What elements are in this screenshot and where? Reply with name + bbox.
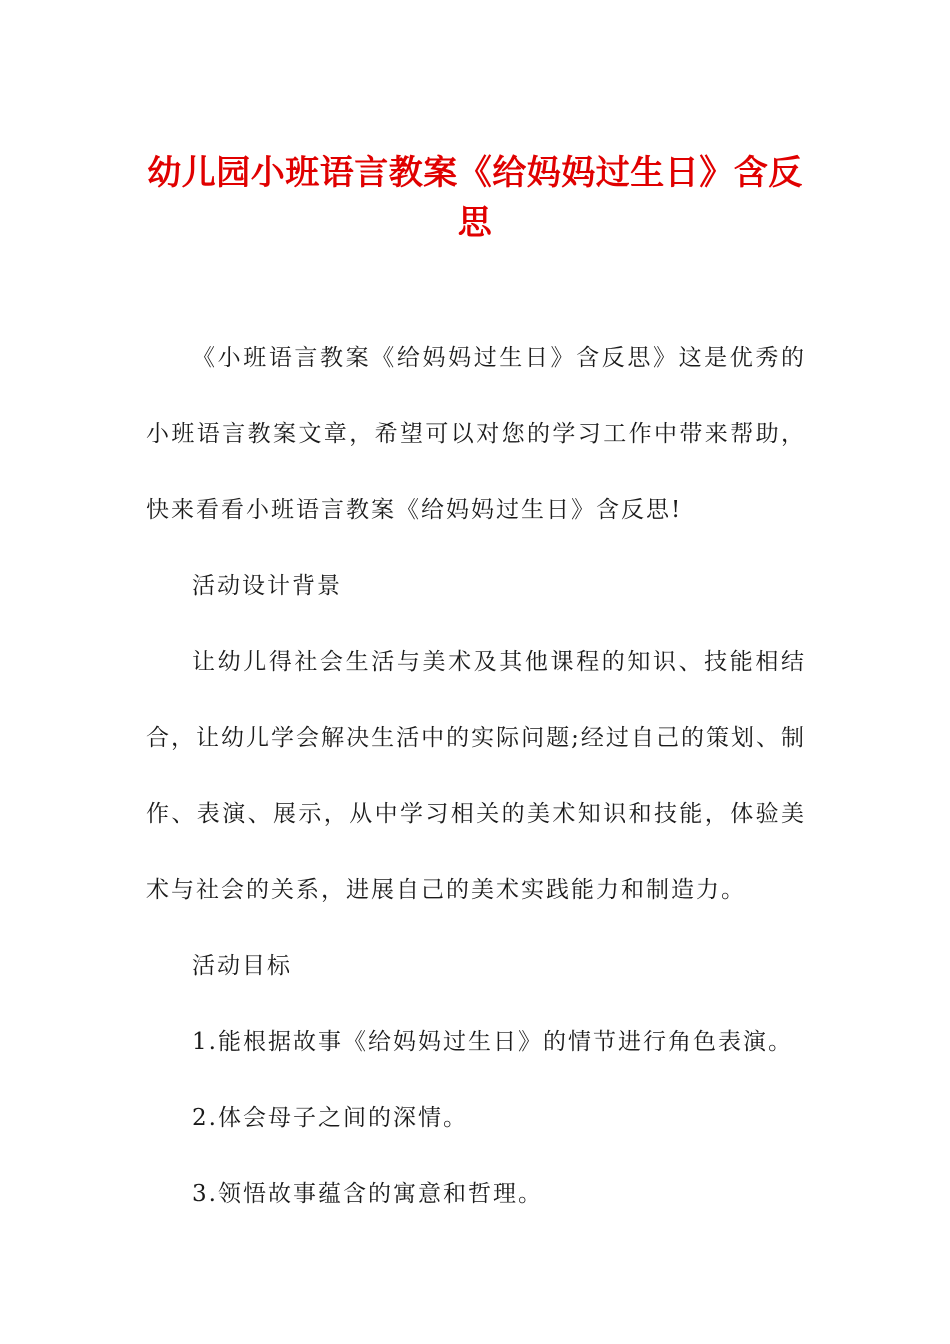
background-paragraph: 让幼儿得社会生活与美术及其他课程的知识、技能相结合，让幼儿学会解决生活中的实际问题;经过自己的策划、制作、表演、展示，从中学习相关的美术知识和技能，体验美术与社会的关系，进展自己的美术实践能力和制造力。	[146, 649, 806, 903]
goal-item-1: 1.能根据故事《给妈妈过生日》的情节进行角色表演。	[192, 1029, 793, 1055]
document-title: 幼儿园小班语言教案《给妈妈过生日》含反思	[147, 153, 803, 243]
section-heading-background: 活动设计背景	[192, 573, 342, 599]
intro-paragraph: 《小班语言教案《给妈妈过生日》含反思》这是优秀的小班语言教案文章，希望可以对您的学习工作中带来帮助，快来看看小班语言教案《给妈妈过生日》含反思!	[146, 345, 806, 523]
goal-item-3: 3.领悟故事蕴含的寓意和哲理。	[192, 1181, 543, 1207]
goal-item-2: 2.体会母子之间的深情。	[192, 1105, 468, 1131]
document-body	[146, 320, 806, 1232]
section-heading-goals: 活动目标	[192, 953, 292, 979]
